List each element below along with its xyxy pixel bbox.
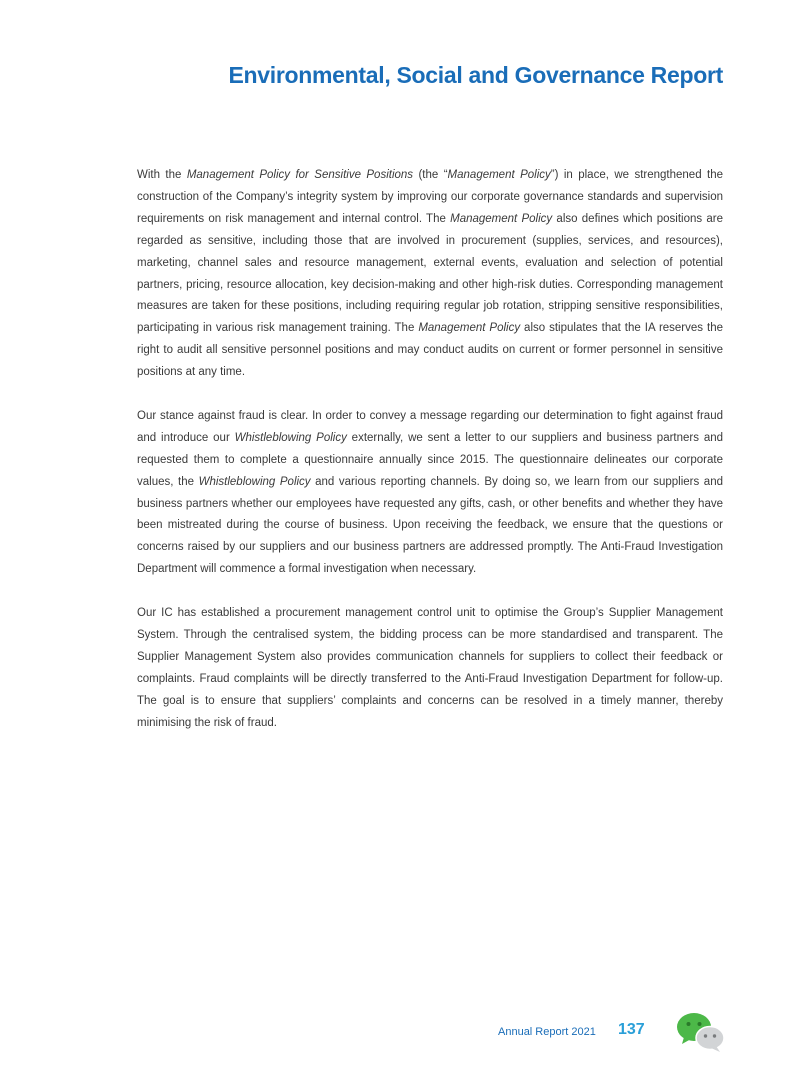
policy-name: Management Policy (450, 212, 553, 225)
text-run: ”) in place, we strengthened the construction of the Company’s integrity system by improving our corporate governance standards and supervision requirements on risk management and internal control. The (137, 169, 723, 225)
paragraph-whistleblowing (137, 406, 723, 581)
text-run: Our stance against fraud is clear. In order to convey a message regarding our determination to fight against fraud and introduce our (137, 409, 723, 444)
policy-name: Management Policy (447, 169, 551, 181)
text-run: also stipulates that the IA reserves the right to audit all sensitive personnel positions and may conduct audits on current or former personnel in sensitive positions at any time. (137, 322, 723, 379)
text-run: Our IC has established a procurement management control unit to optimise the Group’s Supplier Management System. Through the centralised system, the bidding process can be more standardised and transparent. The Supplier Management System also provides communication channels for suppliers to collect their feedback or complaints. Fraud complaints will be directly transferred to the Anti-Fraud Investigation Department for follow-up. The goal is to ensure that suppliers’ complaints and concerns can be resolved in a timely manner, thereby minimising the risk of fraud. (137, 607, 723, 729)
wechat-icon (676, 1011, 726, 1053)
footer-report-label: Annual Report 2021 (498, 1026, 596, 1038)
policy-name: Management Policy (418, 322, 521, 335)
text-run: With the (137, 169, 187, 181)
text-run: externally, we sent a letter to our suppliers and business partners and requested them to complete a questionnaire annually since 2015. The questionnaire delineates our corporate values, the (137, 431, 724, 488)
policy-name: Whistleblowing Policy (234, 431, 347, 444)
policy-name: Whistleblowing Policy (198, 475, 311, 488)
text-run: also defines which positions are regarded as sensitive, including those that are involved in procurement (supplies, services, and resources), marketing, channel sales and resource management, external events, evaluation and selection of potential partners, pricing, resource allocation, key decision-making and other high-risk duties. Corresponding management measures are taken for these positions, including requiring regular job rotation, stripping sensitive responsibilities, participating in various risk management training. The (137, 212, 724, 335)
body-text (137, 165, 723, 756)
paragraph-supplier-management (137, 603, 723, 734)
page-number: 137 (618, 1021, 645, 1038)
text-run: and various reporting channels. By doing so, we learn from our suppliers and business partners whether our employees have requested any gifts, cash, or other benefits and whether they have been mistreated during the course of business. Upon receiving the feedback, we ensure that the questions or concerns raised by our suppliers and our business partners are addressed promptly. The Anti-Fraud Investigation Department will commence a formal investigation when necessary. (137, 475, 723, 576)
text-run: (the “ (413, 169, 448, 181)
paragraph-management-policy (137, 165, 723, 384)
policy-name: Management Policy for Sensitive Positions (186, 169, 414, 181)
page-title: Environmental, Social and Governance Report (228, 62, 723, 88)
